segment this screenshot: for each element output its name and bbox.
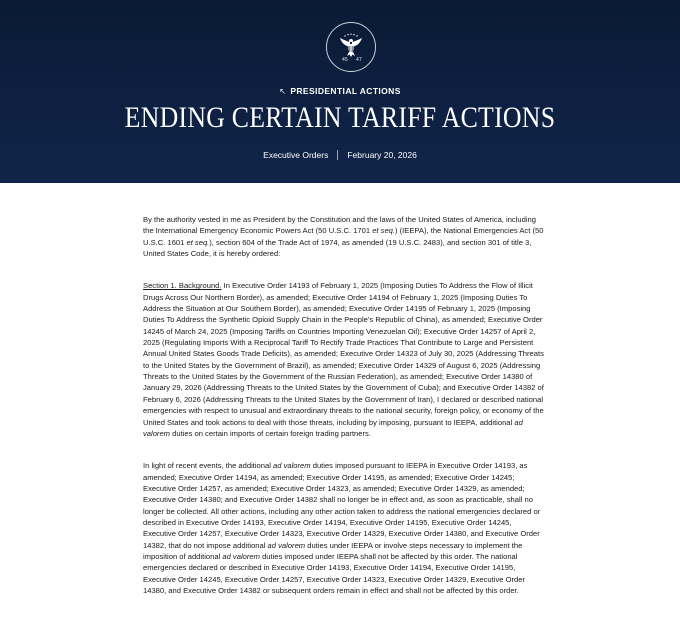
text-run: duties on certain imports of certain foreign trading partners. (170, 428, 371, 438)
article-meta (0, 150, 680, 160)
category-link[interactable] (0, 86, 680, 96)
text-run: et seq. (372, 226, 395, 236)
text-run: ), section 604 of the Trade Act of 1974, as amended (19 U.S.C. 2483), and section 301 of title 3, United States Code, it is hereby ordered: (143, 237, 532, 259)
page-title: ENDING CERTAIN TARIFF ACTIONS (124, 101, 556, 134)
text-run: By the authority vested in me as President by the Constitution and the laws of the United States of America, including the International Emergency Economic Powers Act (50 U.S.C. 1701 (143, 215, 536, 236)
text-run: ) (IEEPA), the National Emergencies Act (50 U.S.C. 1601 (143, 226, 544, 247)
text-run: duties imposed under IEEPA shall not be affected by this order. The national emergencies declared or described in Executive Order 14193, Executive Order 14194, Executive Order 14195, Executive Order 14245, Executive Order 14257, Executive Order 14323, Executive Order 14329, Executive Order 14380, and Executive Order 14382 or subsequent orders remain in effect and shall not be affected by this order. (143, 551, 525, 595)
text-run: In Executive Order 14193 of February 1, 2025 (Imposing Duties To Address the Flow of Illicit Drugs Across Our Northern Border), as amended; Executive Order 14194 of February 1, 2025 (Imposing Duties To Address the Situation at Our Southern Border), as amended; Executive Order 14195 of February 1, 2025 (Imposing Duties To Address the Synthetic Opioid Supply Chain in the People’s Republic of China), as amended; Executive Order 14245 of March 24, 2025 (Imposing Tariffs on Countries Importing Venezuelan Oil); Executive Order 14257 of April 2, 2025 (Regulating Imports With a Reciprocal Tariff To Rectify Trade Practices That Contribute to Large and Persistent Annual United States Goods Trade Deficits), as amended; Executive Order 14323 of July 30, 2025 (Addressing Threats to the United States by the Government of Brazil), as amended; Executive Order 14329 of August 6, 2025 (Addressing Threats to the United States by the Government of the Russian Federation), as amended; Executive Order 14380 of January 29, 2026 (Addressing Threats to the United States by the Government of Cuba); and Executive Order 14382 of February 6, 2026 (Addressing Threats to the United States by the Government of Iran), I declared or described national emergencies with respect to unusual and extraordinary threats to the national security, foreign policy, or economy of the United States and took actions to deal with those threats, including by imposing, pursuant to IEEPA, additional (143, 281, 544, 427)
back-arrow-icon: ↖ (279, 87, 287, 96)
text-run: In light of recent events, the additional (143, 461, 274, 471)
text-run: et seq. (186, 237, 210, 247)
meta-divider (337, 150, 338, 160)
text-run: ad valorem (143, 417, 523, 438)
article-type-link[interactable]: Executive Orders (263, 150, 329, 160)
text-run: duties imposed pursuant to IEEPA in Executive Order 14193, as amended; Executive Order 14194, as amended; Executive Order 14195, as amended; Executive Order 14245; Executive Order 14257, as amended; Executive Order 14323, as amended; Executive Order 14329, as amended; Executive Order 14380; and Executive Order 14382 shall no longer be in effect and, as soon as practicable, shall no longer be collected. All other actions, including any other action taken to address the national emergencies declared or described in Executive Order 14193, Executive Order 14194, Executive Order 14195, Executive Order 14245, Executive Order 14257, Executive Order 14323, Executive Order 14329, Executive Order 14380, and Executive Order 14382, that do not impose additional (143, 461, 541, 550)
text-run: duties under IEEPA or involve steps necessary to implement the imposition of additional (143, 540, 523, 561)
text-run: ad valorem (267, 540, 306, 550)
paragraph-3 (143, 460, 545, 596)
seal-number-left: 45 (342, 57, 348, 63)
seal-number-right: 47 (356, 57, 362, 63)
article-body (143, 214, 545, 617)
category-label: PRESIDENTIAL ACTIONS (290, 86, 401, 96)
page-header (0, 0, 680, 183)
article-date: February 20, 2026 (347, 150, 417, 160)
presidential-seal-icon (326, 22, 376, 72)
intro-paragraph (143, 214, 545, 259)
section-heading: Section 1. Background. (143, 281, 222, 291)
text-run: ad valorem (222, 551, 260, 561)
section-1-paragraph (143, 280, 545, 439)
text-run: ad valorem (273, 461, 311, 471)
